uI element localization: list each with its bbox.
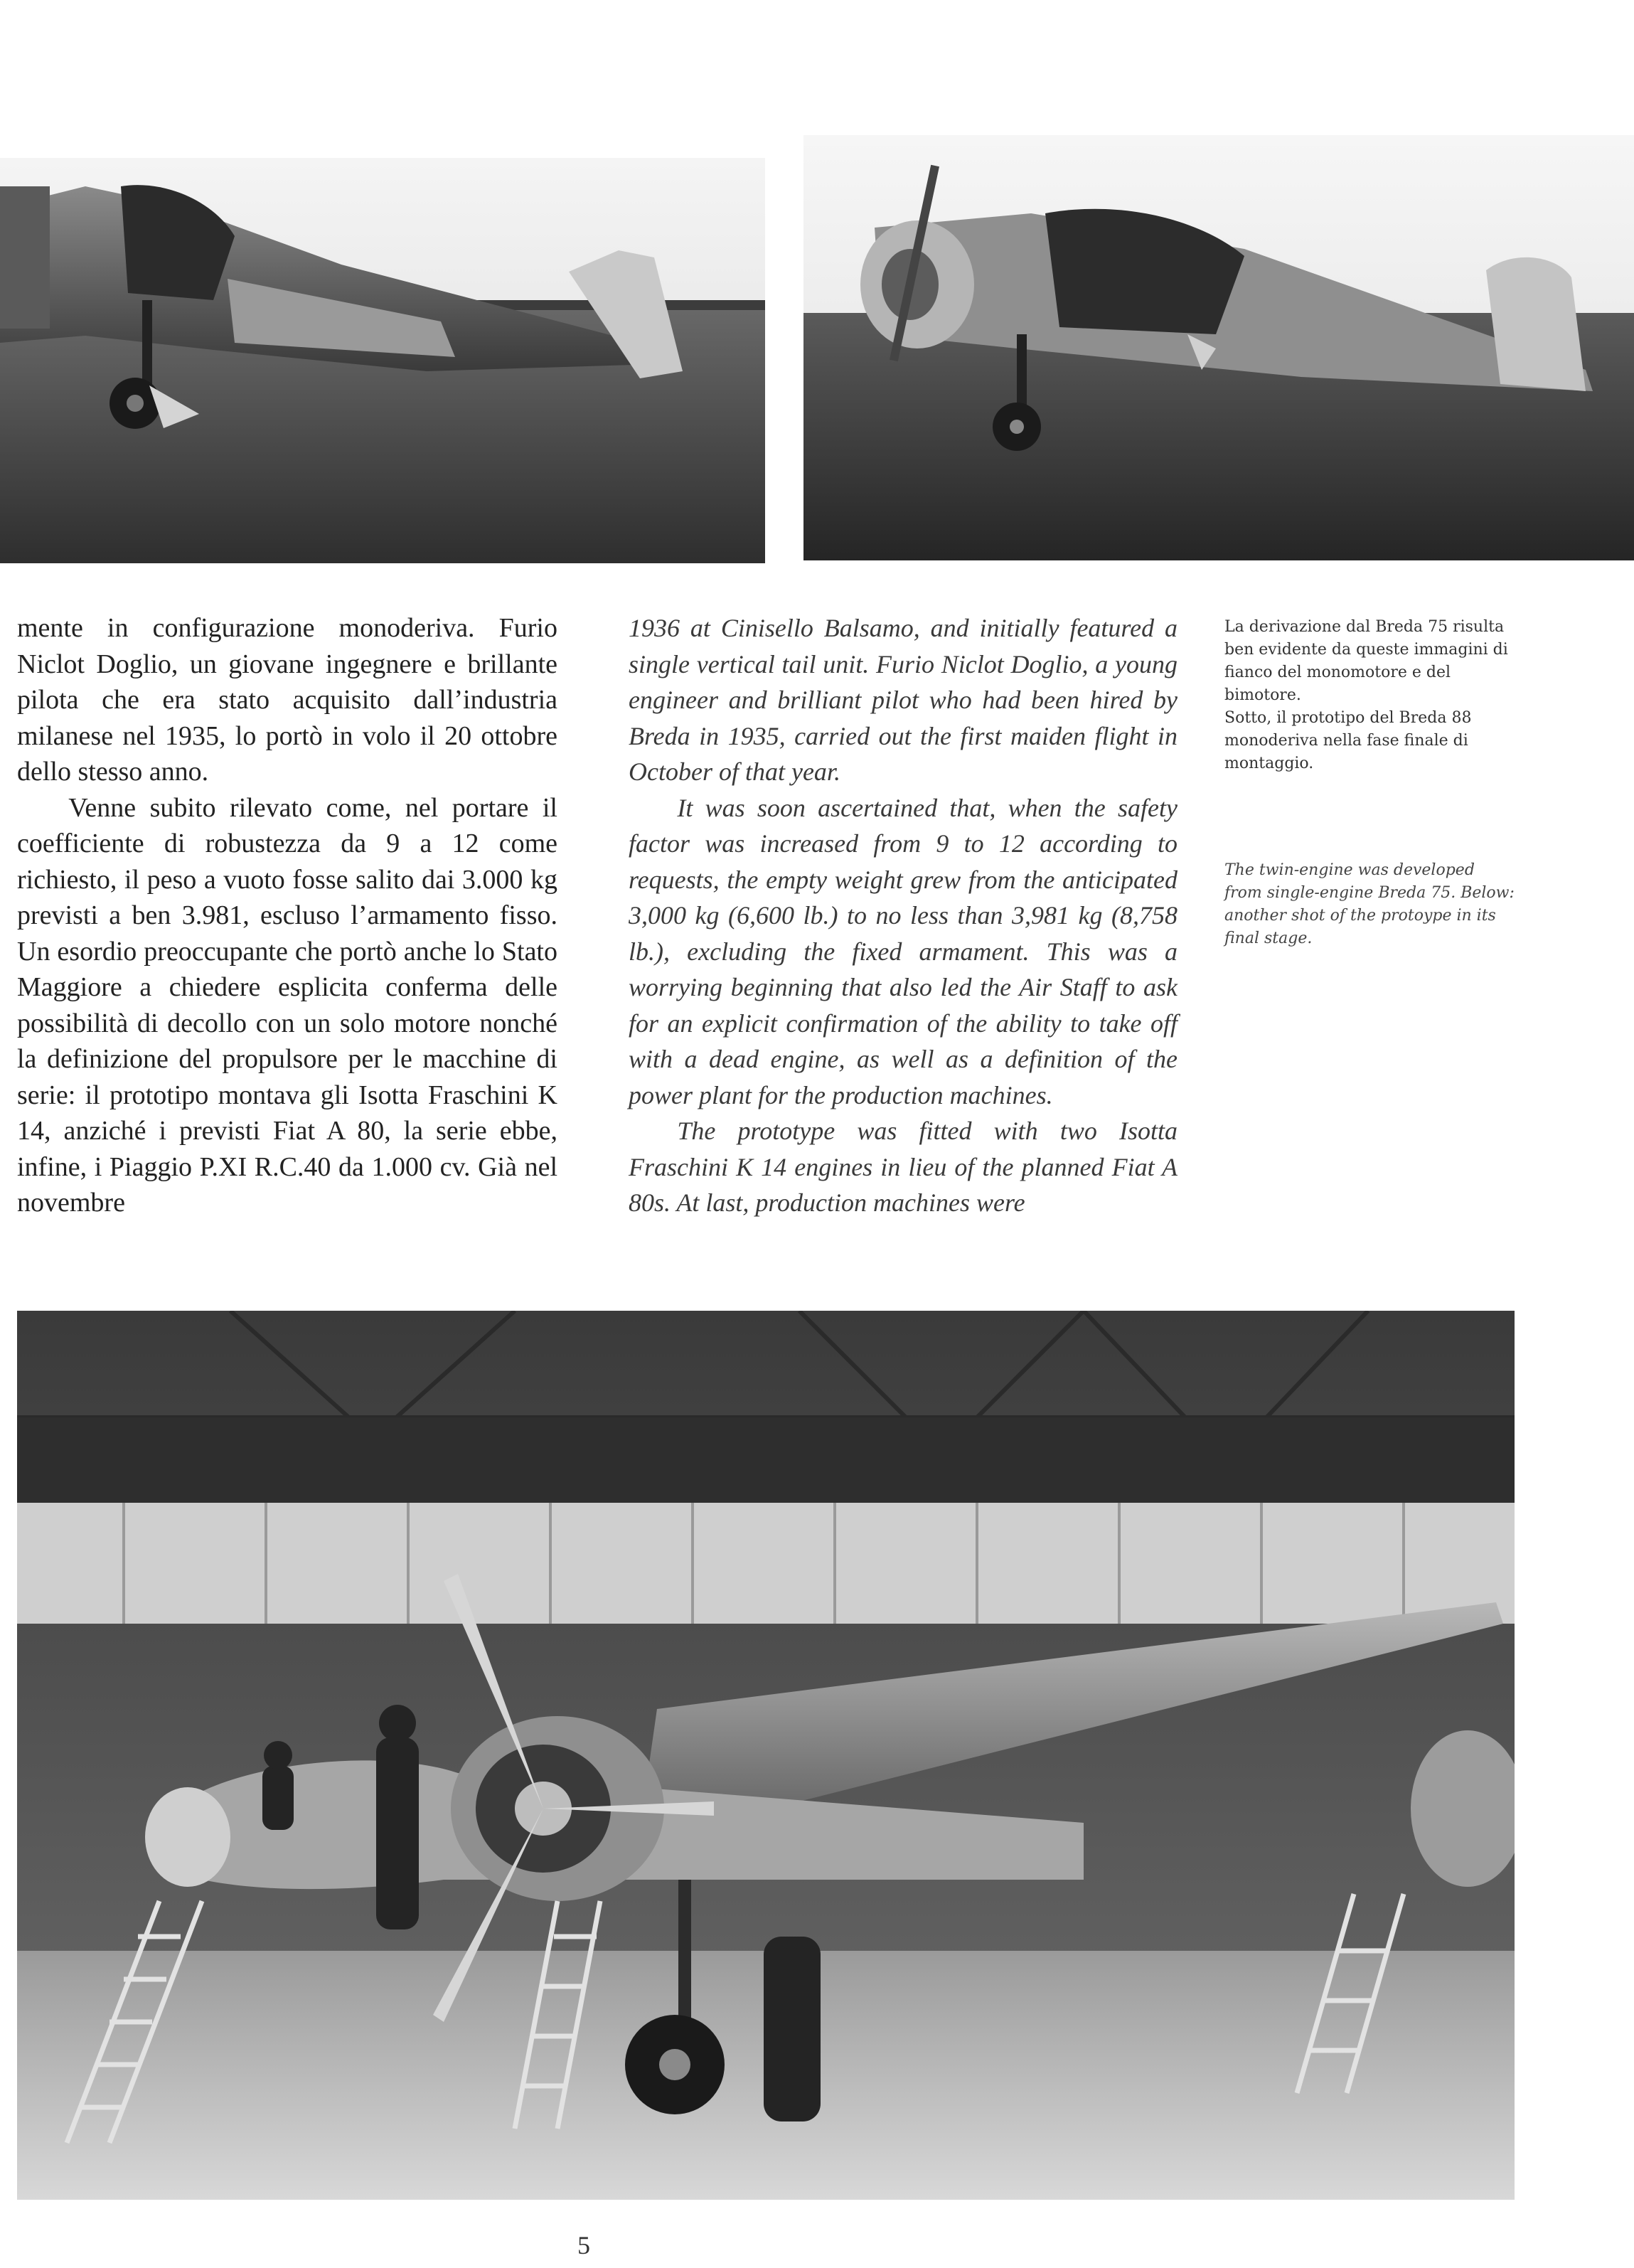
page-number: 5	[577, 2231, 590, 2259]
photo-single-engine-aircraft	[0, 158, 765, 563]
english-paragraph-1: 1936 at Cinisello Balsamo, and initially featured a single vertical tail unit. Furio Niclot Doglio, a young engineer and brilliant pilot who had been hired by Breda in 1935, carried out the first maiden flight in October of that year.	[629, 614, 1178, 786]
caption-italian	[1224, 616, 1516, 775]
english-body-text	[629, 610, 1178, 1221]
caption-english-text: The twin-engine was developed from single-engine Breda 75. Below: another shot of the protoype in its final stage.	[1224, 861, 1515, 947]
caption-english	[1224, 859, 1516, 950]
photo-twin-engine-graphic	[803, 135, 1634, 560]
italian-paragraph-2: Venne subito rilevato come, nel portare il coefficiente di robustezza da 9 a 12 come richiesto, il peso a vuoto fosse salito dai 3.000 kg previsti a ben 3.981, escluso l’armamento fisso. Un esordio preoccupante che portò anche lo Stato Maggiore a chiedere esplicita conferma delle possibilità di decollo con un solo motore nonché la definizione del propulsore per le macchine di serie: il prototipo montava gli Isotta Fraschini K 14, anziché i previsti Fiat A 80, la serie ebbe, infine, i Piaggio P.XI R.C.40 da 1.000 cv. Già nel novembre	[17, 792, 557, 1218]
italian-paragraph-1: mente in configurazione monoderiva. Furio Niclot Doglio, un giovane ingegnere e brillante pilota che era stato acquisito dall’industria milanese nel 1935, lo portò in volo il 20 ottobre dello stesso anno.	[17, 613, 557, 787]
caption-italian-line-1: La derivazione dal Breda 75 risulta ben evidente da queste immagini di fianco del monomotore e del bimotore.	[1224, 618, 1508, 704]
photo-twin-engine-prototype	[803, 135, 1634, 560]
english-paragraph-3: The prototype was fitted with two Isotta Fraschini K 14 engines in lieu of the planned Fiat A 80s. At last, production machines were	[629, 1117, 1178, 1217]
photo-hangar-assembly	[17, 1311, 1515, 2200]
photo-single-engine-graphic	[0, 158, 765, 563]
caption-italian-line-2: Sotto, il prototipo del Breda 88 monoderiva nella fase finale di montaggio.	[1224, 709, 1472, 772]
english-paragraph-2: It was soon ascertained that, when the safety factor was increased from 9 to 12 according to requests, the empty weight grew from the anticipated 3,000 kg (6,600 lb.) to no less than 3,981 kg (8,758 lb.), excluding the fixed armament. This was a worrying beginning that also led the Air Staff to ask for an explicit confirmation of the ability to take off with a dead engine, as well as a definition of the power plant for the production machines.	[629, 793, 1178, 1109]
photo-hangar-graphic	[17, 1311, 1515, 2200]
italian-body-text	[17, 610, 557, 1221]
